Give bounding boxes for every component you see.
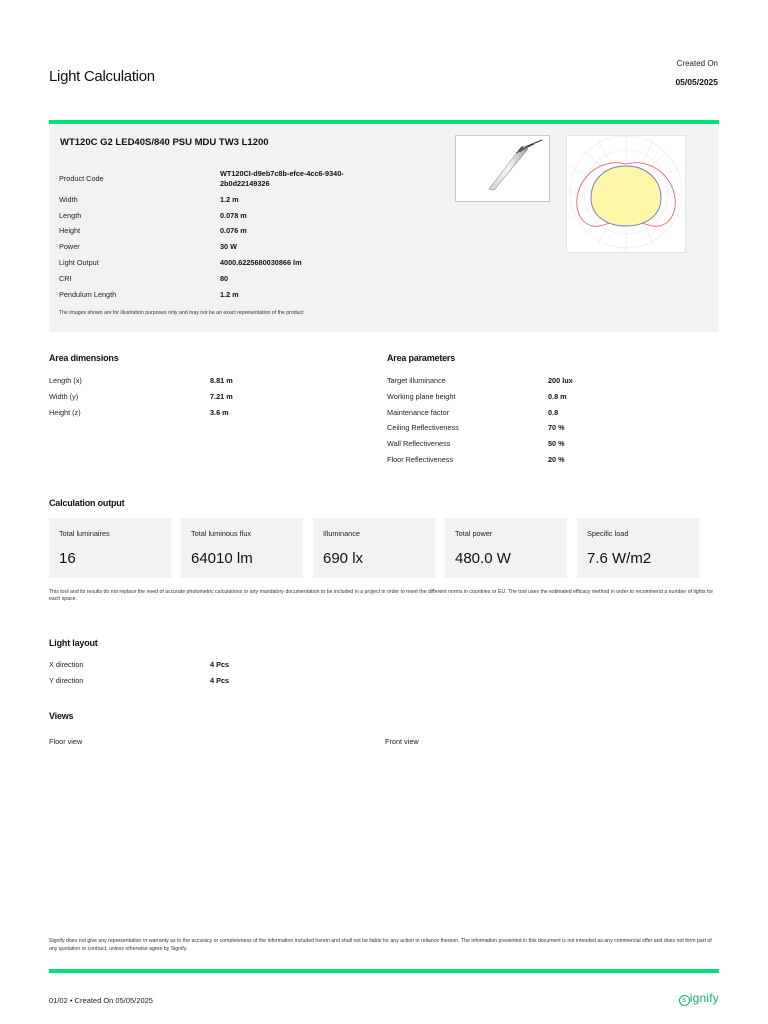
page-info: 01/02 • Created On 05/05/2025 [49,996,153,1005]
kv-label: Target illuminance [387,376,446,385]
card-label: Total power [455,529,493,538]
output-card-total-luminaires [49,518,171,578]
kv-value: 20 % [548,455,565,464]
spec-value: 1.2 m [220,290,239,299]
polar-diagram-icon [567,136,685,252]
card-label: Total luminaires [59,529,110,538]
logo-ring-icon: s [679,995,690,1006]
views-heading: Views [49,711,74,721]
floor-view-label: Floor view [49,737,83,746]
logo-text: ignify [689,991,719,1005]
area-parameters-heading: Area parameters [387,353,456,363]
kv-label: Height (z) [49,408,81,417]
output-card-illuminance [313,518,435,578]
signify-logo [679,991,719,1006]
card-value: 64010 lm [191,550,253,567]
output-card-total-power [445,518,567,578]
product-image [455,135,550,202]
spec-label: Product Code [59,174,104,183]
calculation-output-heading: Calculation output [49,498,125,508]
card-value: 7.6 W/m2 [587,550,652,567]
light-layout-heading: Light layout [49,638,98,648]
kv-label: Wall Reflectiveness [387,439,451,448]
kv-value: 70 % [548,423,565,432]
kv-label: Working plane height [387,392,456,401]
kv-label: Y direction [49,676,84,685]
card-label: Total luminous flux [191,529,252,538]
spec-value: 80 [220,274,229,283]
kv-label: Floor Reflectiveness [387,455,454,464]
spec-value: 4000.6225680030866 lm [220,258,302,267]
spec-label: Pendulum Length [59,290,117,299]
spec-label: Length [59,211,82,220]
kv-value: 4 Pcs [210,660,230,669]
kv-label: Width (y) [49,392,79,401]
spec-label: Width [59,195,78,204]
card-value: 16 [59,550,76,567]
created-on-date: 05/05/2025 [675,77,718,87]
footer-divider [49,969,719,973]
kv-value: 3.6 m [210,408,229,417]
kv-value: 7.21 m [210,392,233,401]
spec-label: Light Output [59,258,99,267]
kv-value: 4 Pcs [210,676,230,685]
luminaire-icon [456,136,549,201]
page-title: Light Calculation [49,68,155,85]
spec-value: 1.2 m [220,195,239,204]
product-image-disclaimer: The images shown are for illustration purposes only and may not be an exact representation of the product [59,310,304,316]
card-label: Illuminance [323,529,360,538]
kv-label: Maintenance factor [387,408,450,417]
kv-value: 50 % [548,439,565,448]
footer-disclaimer: Signify does not give any representation or warranty as to the accuracy or completeness of the information included herein and shall not be liable for any action in reliance thereon. The information presented in this document is not intended as any commercial offer and does not form part of any quotation or contract, unless otherwise agree by Signify. [49,938,712,952]
spec-value: 30 W [220,242,238,251]
kv-value: 8.81 m [210,376,233,385]
output-card-specific-load [577,518,699,578]
spec-value: 0.078 m [220,211,247,220]
spec-label: Height [59,226,81,235]
area-dimensions-heading: Area dimensions [49,353,119,363]
created-on-label: Created On [676,59,718,68]
card-value: 480.0 W [455,550,511,567]
card-label: Specific load [587,529,629,538]
spec-label: Power [59,242,80,251]
spec-value: WT120CI-d9eb7c8b-efce-4cc6-9340-2b0d22149326 [220,169,344,188]
front-view-label: Front view [385,737,419,746]
product-name: WT120C G2 LED40S/840 PSU MDU TW3 L1200 [60,137,269,148]
card-value: 690 lx [323,550,364,567]
spec-label: CRI [59,274,72,283]
light-distribution-diagram [566,135,686,253]
kv-label: Ceiling Reflectiveness [387,423,459,432]
kv-value: 0.8 [548,408,559,417]
kv-label: X direction [49,660,84,669]
calculation-disclaimer: This tool and its results do not replace the need of accurate photometric calculations or any mandatory documentation to be included in a project in order to meet the different norms in countries or EU. The tool uses the estimated efficacy method in order to recommend a number of lights for each space. [49,589,714,602]
spec-value: 0.076 m [220,226,247,235]
kv-label: Length (x) [49,376,82,385]
output-card-total-luminous-flux [181,518,303,578]
kv-value: 0.8 m [548,392,567,401]
kv-value: 200 lux [548,376,573,385]
